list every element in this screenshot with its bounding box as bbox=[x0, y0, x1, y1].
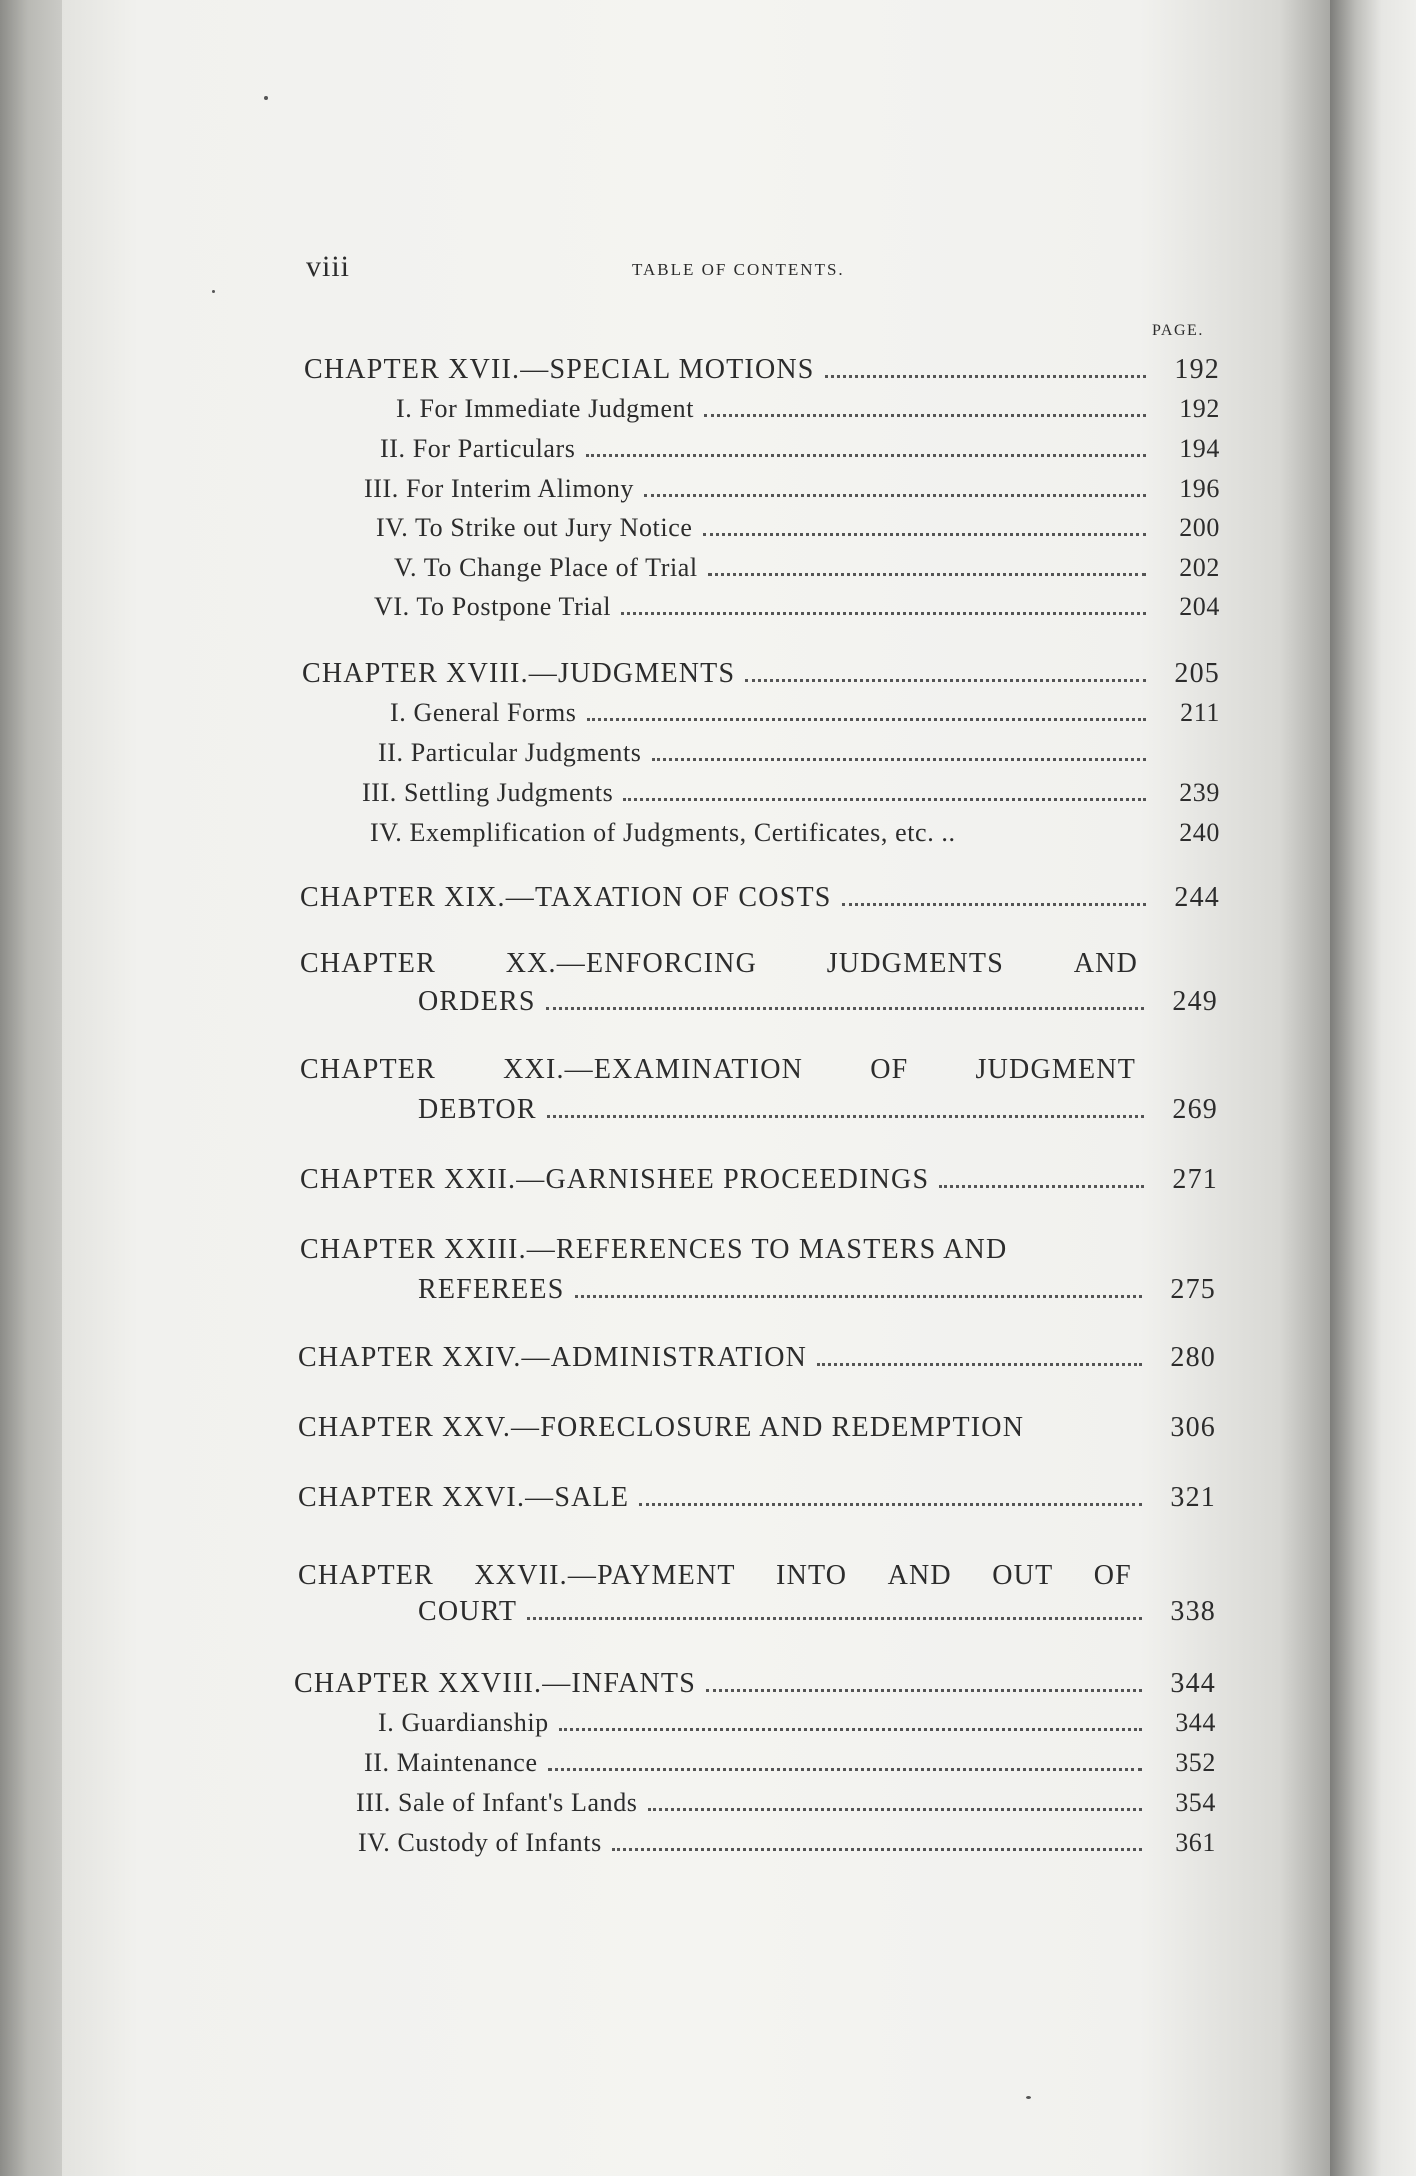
toc-entry-chapter-17-section-1 bbox=[396, 396, 1220, 423]
entry-label: CHAPTER XXVI.—SALE bbox=[298, 1482, 630, 1513]
heading-word: AND bbox=[887, 1560, 952, 1591]
paper-speck bbox=[1026, 2096, 1031, 2099]
heading-word: AND bbox=[1073, 948, 1138, 979]
toc-entry-chapter-17-section-5 bbox=[394, 555, 1220, 582]
toc-entry-chapter-28-section-3 bbox=[356, 1790, 1216, 1817]
toc-entry-chapter-28-section-1 bbox=[378, 1710, 1216, 1737]
entry-label: ORDERS bbox=[418, 986, 536, 1017]
toc-entry-chapter-21-line-1 bbox=[300, 1054, 1136, 1086]
entry-label: I. General Forms bbox=[390, 698, 577, 727]
dot-leader bbox=[817, 1363, 1142, 1366]
page-header bbox=[0, 250, 1416, 290]
toc-entry-chapter-28-section-2 bbox=[364, 1750, 1216, 1777]
dot-leader bbox=[527, 1617, 1142, 1620]
entry-label: VI. To Postpone Trial bbox=[374, 592, 612, 621]
entry-page: 192 bbox=[1179, 394, 1220, 423]
dot-leader bbox=[639, 1503, 1142, 1506]
entry-page: 321 bbox=[1170, 1482, 1216, 1513]
entry-page: 240 bbox=[1179, 818, 1220, 847]
toc-entry-chapter-28-section-4 bbox=[358, 1830, 1216, 1857]
dot-leader bbox=[575, 1295, 1142, 1298]
entry-page: 271 bbox=[1172, 1164, 1218, 1195]
heading-word: XXVII.—PAYMENT bbox=[474, 1560, 736, 1591]
entry-page: 354 bbox=[1175, 1788, 1216, 1817]
dot-leader bbox=[745, 679, 1146, 682]
heading-word: CHAPTER bbox=[300, 948, 436, 979]
toc-entry-chapter-17-section-3 bbox=[364, 476, 1220, 503]
toc-entry-chapter-18-section-3 bbox=[362, 780, 1220, 807]
toc-entry-chapter-17 bbox=[304, 356, 1220, 384]
entry-label: CHAPTER XVII.—SPECIAL MOTIONS bbox=[304, 354, 815, 385]
toc-entry-chapter-17-section-6 bbox=[374, 594, 1220, 621]
entry-label: REFEREES bbox=[418, 1274, 565, 1305]
entry-label: II. Maintenance bbox=[364, 1748, 538, 1777]
entry-page: 275 bbox=[1170, 1274, 1216, 1305]
entry-label: CHAPTER XIX.—TAXATION OF COSTS bbox=[300, 882, 832, 913]
toc-entry-chapter-24 bbox=[298, 1344, 1216, 1372]
entry-label: CHAPTER XXIV.—ADMINISTRATION bbox=[298, 1342, 808, 1373]
entry-page: 192 bbox=[1174, 354, 1220, 385]
toc-entry-chapter-17-section-2 bbox=[380, 436, 1220, 463]
entry-page: 204 bbox=[1179, 592, 1220, 621]
dot-leader bbox=[587, 718, 1147, 721]
heading-word: OUT bbox=[992, 1560, 1054, 1591]
paper-speck bbox=[212, 290, 215, 293]
dot-leader bbox=[612, 1848, 1142, 1851]
entry-page: 249 bbox=[1172, 986, 1218, 1017]
entry-page: 352 bbox=[1175, 1748, 1216, 1777]
toc-entry-chapter-18 bbox=[302, 660, 1220, 688]
heading-word: OF bbox=[1093, 1560, 1132, 1591]
toc-entry-chapter-20-line-1 bbox=[300, 948, 1138, 980]
entry-page: 196 bbox=[1179, 474, 1220, 503]
page-column-label: PAGE. bbox=[1152, 322, 1204, 339]
entry-label: V. To Change Place of Trial bbox=[394, 553, 698, 582]
dot-leader bbox=[703, 533, 1147, 536]
heading-line: CHAPTER XXIII.—REFERENCES TO MASTERS AND bbox=[300, 1234, 1008, 1265]
book-binding-left bbox=[0, 0, 70, 2176]
entry-page: 244 bbox=[1174, 882, 1220, 913]
entry-page: 194 bbox=[1179, 434, 1220, 463]
toc-entry-chapter-20 bbox=[418, 988, 1218, 1016]
entry-page: 269 bbox=[1172, 1094, 1218, 1125]
entry-label: CHAPTER XXII.—GARNISHEE PROCEEDINGS bbox=[300, 1164, 930, 1195]
entry-page: 239 bbox=[1179, 778, 1220, 807]
dot-leader bbox=[548, 1768, 1142, 1771]
entry-page: 280 bbox=[1170, 1342, 1216, 1373]
dot-leader bbox=[586, 454, 1146, 457]
dot-leader bbox=[842, 903, 1146, 906]
toc-entry-chapter-26 bbox=[298, 1484, 1216, 1512]
toc-entry-chapter-23 bbox=[418, 1276, 1216, 1304]
entry-page: 306 bbox=[1170, 1412, 1216, 1443]
entry-page: 202 bbox=[1179, 553, 1220, 582]
toc-entry-chapter-27-line-1 bbox=[298, 1560, 1132, 1592]
entry-page: 211 bbox=[1180, 698, 1220, 727]
heading-word: JUDGMENT bbox=[975, 1054, 1136, 1085]
toc-entry-chapter-17-section-4 bbox=[376, 515, 1220, 542]
toc-entry-chapter-25 bbox=[298, 1414, 1216, 1442]
entry-label: COURT bbox=[418, 1596, 518, 1627]
entry-label: I. Guardianship bbox=[378, 1708, 549, 1737]
dot-leader bbox=[706, 1689, 1142, 1692]
running-head: TABLE OF CONTENTS. bbox=[632, 260, 845, 279]
entry-label: III. Sale of Infant's Lands bbox=[356, 1788, 638, 1817]
toc-entry-chapter-18-section-4 bbox=[370, 820, 1220, 846]
page-folio: viii bbox=[306, 250, 351, 283]
dot-leader bbox=[825, 375, 1146, 378]
entry-label: III. Settling Judgments bbox=[362, 778, 614, 807]
dot-leader bbox=[546, 1007, 1144, 1010]
toc-entry-chapter-23-line-1 bbox=[300, 1234, 1134, 1266]
entry-label: IV. Exemplification of Judgments, Certificates, etc. .. bbox=[370, 818, 956, 847]
toc-entry-chapter-19 bbox=[300, 884, 1220, 912]
heading-word: INTO bbox=[776, 1560, 848, 1591]
heading-word: CHAPTER bbox=[298, 1560, 434, 1591]
entry-page: 344 bbox=[1175, 1708, 1216, 1737]
toc-entry-chapter-22 bbox=[300, 1166, 1218, 1194]
dot-leader bbox=[652, 758, 1146, 761]
dot-leader bbox=[547, 1115, 1144, 1118]
heading-word: XXI.—EXAMINATION bbox=[503, 1054, 804, 1085]
entry-page: 338 bbox=[1170, 1596, 1216, 1627]
paper-speck bbox=[264, 96, 268, 100]
toc-entry-chapter-28 bbox=[294, 1670, 1216, 1698]
dot-leader bbox=[648, 1808, 1142, 1811]
dot-leader bbox=[621, 612, 1146, 615]
heading-word: JUDGMENTS bbox=[826, 948, 1004, 979]
toc-entry-chapter-27 bbox=[418, 1598, 1216, 1626]
entry-label: DEBTOR bbox=[418, 1094, 537, 1125]
book-page-edges-right bbox=[1330, 0, 1416, 2176]
entry-page: 205 bbox=[1174, 658, 1220, 689]
entry-label: CHAPTER XXV.—FORECLOSURE AND REDEMPTION bbox=[298, 1412, 1025, 1443]
dot-leader bbox=[708, 573, 1146, 576]
entry-label: I. For Immediate Judgment bbox=[396, 394, 695, 423]
entry-label: CHAPTER XXVIII.—INFANTS bbox=[294, 1668, 696, 1699]
entry-page: 361 bbox=[1175, 1828, 1216, 1857]
entry-label: IV. To Strike out Jury Notice bbox=[376, 513, 693, 542]
toc-entry-chapter-18-section-1 bbox=[390, 700, 1220, 727]
entry-label: II. For Particulars bbox=[380, 434, 576, 463]
entry-label: CHAPTER XVIII.—JUDGMENTS bbox=[302, 658, 736, 689]
dot-leader bbox=[939, 1185, 1144, 1188]
toc-entry-chapter-21 bbox=[418, 1096, 1218, 1124]
entry-label: IV. Custody of Infants bbox=[358, 1828, 602, 1857]
dot-leader bbox=[559, 1728, 1142, 1731]
entry-page: 200 bbox=[1179, 513, 1220, 542]
toc-entry-chapter-18-section-2 bbox=[378, 740, 1220, 767]
entry-label: II. Particular Judgments bbox=[378, 738, 642, 767]
heading-word: CHAPTER bbox=[300, 1054, 436, 1085]
dot-leader bbox=[704, 414, 1146, 417]
entry-label: III. For Interim Alimony bbox=[364, 474, 635, 503]
heading-word: OF bbox=[870, 1054, 909, 1085]
dot-leader bbox=[644, 494, 1146, 497]
heading-word: XX.—ENFORCING bbox=[505, 948, 757, 979]
entry-page: 344 bbox=[1170, 1668, 1216, 1699]
dot-leader bbox=[623, 798, 1146, 801]
